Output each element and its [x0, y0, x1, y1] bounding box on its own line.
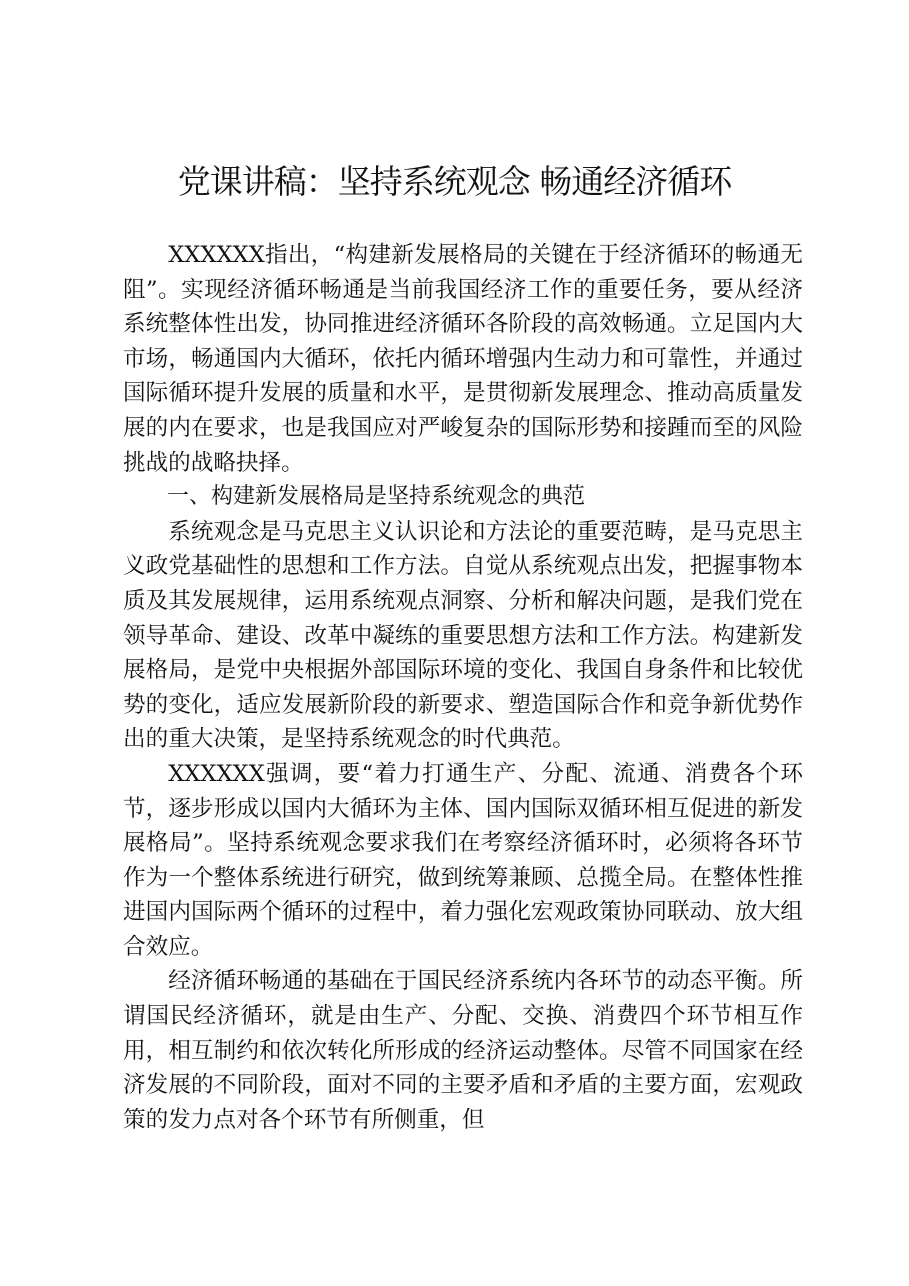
section-heading-1: 一、构建新发展格局是坚持系统观念的典范: [167, 484, 586, 510]
paragraph-emphasis: XXXXXX强调，要“着力打通生产、分配、流通、消费各个环节，逐步形成以国内大循环为主体、国内国际双循环相互促进的新发展格局”。坚持系统观念要求我们在考察经济循环时，必须将各环节作为一个整体系统进行研究，做到统筹兼顾、总揽全局。在整体性推进国内国际两个循环的过程中，着力强化宏观政策协同联动、放大组合效应。: [123, 760, 803, 960]
document-body: [123, 238, 803, 1137]
paragraph-economic-cycle: 经济循环畅通的基础在于国民经济系统内各环节的动态平衡。所谓国民经济循环，就是由生产、分配、交换、消费四个环节相互作用，相互制约和依次转化所形成的经济运动整体。尽管不同国家在经济发展的不同阶段，面对不同的主要矛盾和矛盾的主要方面，宏观政策的发力点对各个环节有所侧重，但: [123, 968, 803, 1133]
paragraph-system-concept: 系统观念是马克思主义认识论和方法论的重要范畴，是马克思主义政党基础性的思想和工作方法。自觉从系统观点出发，把握事物本质及其发展规律，运用系统观点洞察、分析和解决问题，是我们党在领导革命、建设、改革中凝练的重要思想方法和工作方法。构建新发展格局，是党中央根据外部国际环境的变化、我国自身条件和比较优势的变化，适应发展新阶段的新要求、塑造国际合作和竞争新优势作出的重大决策，是坚持系统观念的时代典范。: [123, 518, 803, 753]
document-title: 党课讲稿：坚持系统观念 畅通经济循环: [177, 162, 732, 201]
paragraph-intro: XXXXXX指出，“构建新发展格局的关键在于经济循环的畅通无阻”。实现经济循环畅通是当前我国经济工作的重要任务，要从经济系统整体性出发，协同推进经济循环各阶段的高效畅通。立足国内大市场，畅通国内大循环，依托内循环增强内生动力和可靠性，并通过国际循环提升发展的质量和水平，是贯彻新发展理念、推动高质量发展的内在要求，也是我国应对严峻复杂的国际形势和接踵而至的风险挑战的战略抉择。: [123, 242, 803, 476]
